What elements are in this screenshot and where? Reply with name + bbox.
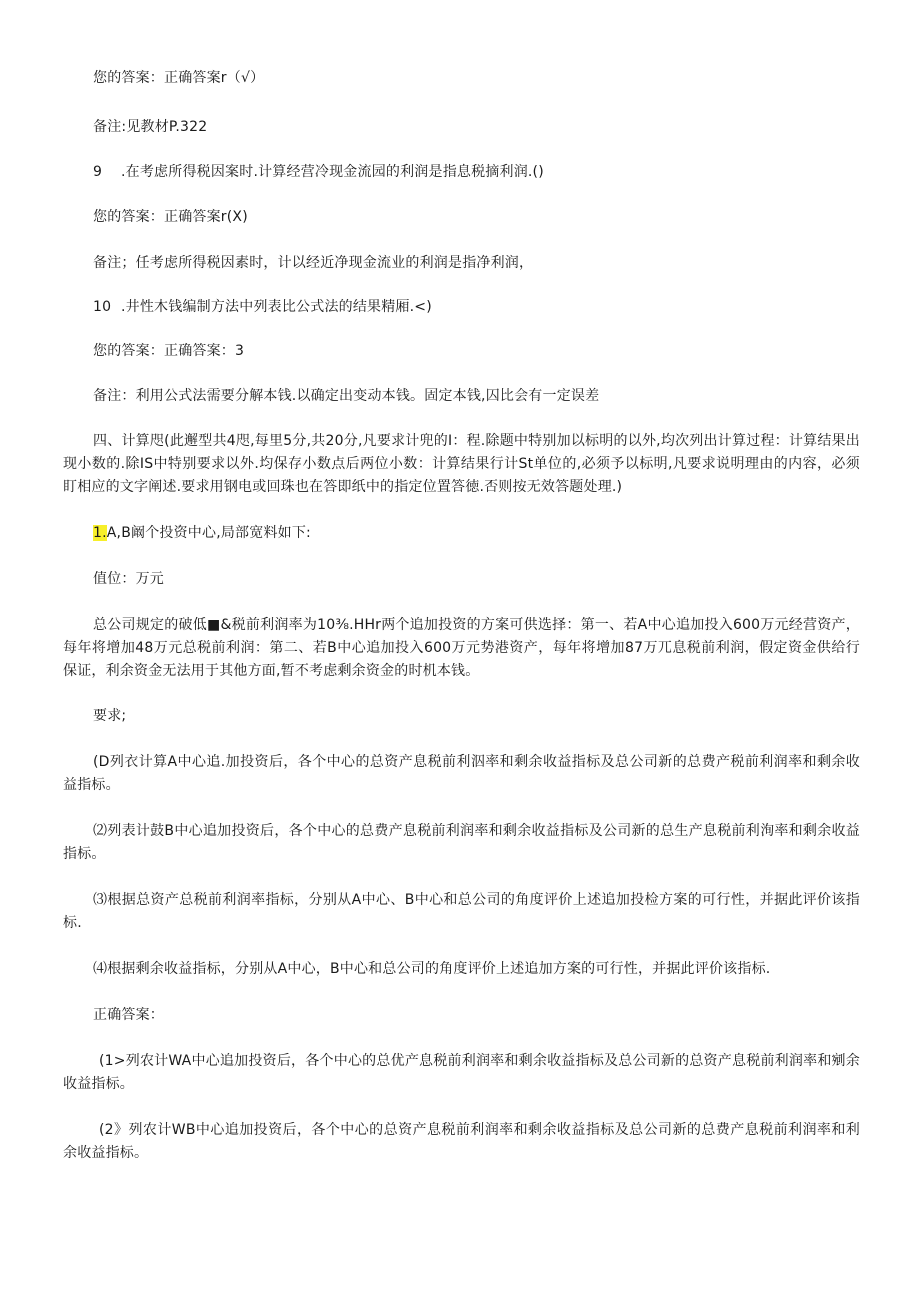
section-4-instructions: 四、计算咫(此邂型共4咫,每里5分,共20分,凡要求计兜的I：程.除题中特别加以标明的以外,均次列出计算过程：计算结果出现小数的.除IS中特别要求以外.均保存小数点后两位小数：计算结果行计St单位的,必须予以标明,凡要求说明理由的内容，必须盯相应的文字阐述.要求用钢电或回珠也在答即纸中的指定位置答徳.否则按无效答题处理.) xyxy=(63,433,860,495)
answer-line-1: 您的答案：正确答案r（√） xyxy=(93,70,265,86)
question-10-number: 10 xyxy=(93,299,112,315)
note-line-3: 备注：利用公式法需要分解本钱.以确定出变动本钱。固定本钱,囚比会有一定误差 xyxy=(93,388,600,404)
correct-answer-heading: 正确答案： xyxy=(93,1007,164,1023)
requirement-heading: 要求; xyxy=(93,708,127,724)
question-9-text: .在考虑所得税因案时.计算经营冷现金流园的利润是指息税摘利润.() xyxy=(121,164,544,180)
question-1-heading xyxy=(93,522,893,545)
answer-line-2: 您的答案：正确答案r(X) xyxy=(93,209,248,225)
question-9 xyxy=(93,161,893,184)
requirement-1: (D列衣计算A中心追.加投资后，各个中心的总资产息税前利泅率和剩余收益指标及总公司新的总费产税前利润率和剩余收益指标。 xyxy=(63,754,860,793)
note-line-2: 备注；任考虑所得税因素时，计以经近净现金流业的利润是指净利润， xyxy=(93,255,534,271)
requirement-3: ⑶根据总资产总税前利润率指标，分别从A中心、B中心和总公司的角度评价上述追加投检方案的可行性，并据此评价该指标. xyxy=(63,892,860,931)
question-10-text: .井性木钱编制方法中列表比公式法的结果精厢.<) xyxy=(121,299,432,315)
requirement-2: ⑵列表计鼓B中心追加投资后，各个中心的总费产息税前利润率和剩余收益指标及公司新的总生产息税前利洵率和剩余收益指标。 xyxy=(63,823,860,862)
answer-item-2: (2》列农计WB中心追加投资后，各个中心的总资产息税前利润率和剩余收益指标及总公司新的总费产息税前利润率和利余收益指标。 xyxy=(63,1122,860,1161)
question-9-number: 9 xyxy=(93,164,103,180)
answer-line-3: 您的答案：正确答案：3 xyxy=(93,343,245,359)
note-line-1: 备注:见教材P.322 xyxy=(93,119,208,135)
question-10 xyxy=(93,296,893,319)
answer-item-1: (1>列农计WA中心追加投资后，各个中心的总优产息税前利润率和剩余收益指标及总公司新的总资产息税前利润率和剜余收益指标。 xyxy=(63,1053,860,1092)
company-paragraph: 总公司规定的破低■&税前利润率为10⅜.HHr两个追加投资的方案可供选择：第一、若A中心追加投入600万元经营资产，每年将增加48万元总税前利润：第二、若B中心追加投入600万元势港资产，每年将增加87万兀息税前利润，假定资金供给行保证，利余资金无法用于其他方面,暂不考虑剩余资金的时机本钱。 xyxy=(63,617,860,679)
question-1-number-highlight: 1. xyxy=(93,525,107,541)
unit-line: 值位：万元 xyxy=(93,571,164,587)
question-1-text: A,B阚个投资中心,局部宽料如下: xyxy=(106,525,311,541)
requirement-4: ⑷根据剩余收益指标，分别从A中心，B中心和总公司的角度评价上述追加方案的可行性，并据此评价该指标. xyxy=(93,961,771,977)
